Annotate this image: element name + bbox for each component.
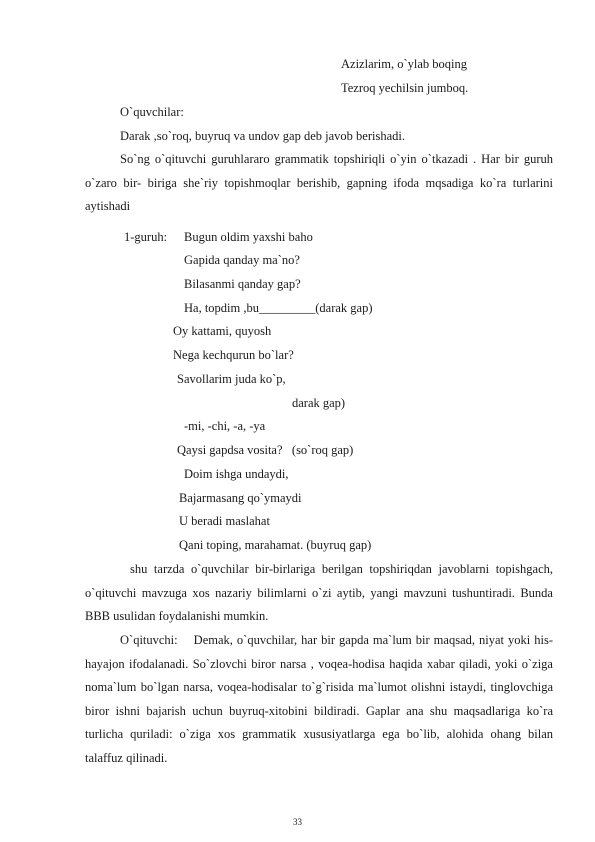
poem-line: Qani toping, marahamat. (buyruq gap) [179,538,372,552]
poem-line: Bugun oldim yaxshi baho [184,230,313,244]
students-label: O`quvchilar: [120,105,184,119]
poem-line: Gapida qanday ma`no? [184,253,300,267]
poem-line: U beradi maslahat [179,514,270,528]
poem-line: Doim ishga undaydi, [184,467,289,481]
poem-line: Bilasanmi qanday gap? [184,277,301,291]
poem-line: Savollarim juda ko`p, [177,372,286,386]
poem-line: -mi, -chi, -a, -ya [184,419,266,433]
poem-line: Oy kattami, quyosh [173,324,272,338]
poem-line: darak gap) [292,396,346,410]
epigraph-line-2: Tezroq yechilsin jumboq. [341,81,469,95]
epigraph-line-1: Azizlarim, o`ylab boqing [341,57,468,71]
poem-line: Qaysi gapdsa vosita? (so`roq gap) [177,443,354,457]
teacher-paragraph: O`qituvchi: Demak, o`quvchilar, har bir gapda ma`lum bir maqsad, niyat yoki his-hayajon ifodalanadi. So`zlovchi biror narsa , voqea-hodisa haqida xabar qiladi, yoki o`ziga noma`lum bo`lgan narsa, voqea-hodisalar to`g`risida ma`lumot olishni istaydi, tinglovchiga biror ishni bajarish uchun buyruq-xitobini bildiradi. Gaplar ana shu maqsadlariga ko`ra turlicha quriladi: o`ziga xos grammatik xususiyatlarga ega bo`lib, alohida ohang bilan talaffuz qilinadi. [85,633,557,765]
poem-line: Bajarmasang qo`ymaydi [179,491,302,505]
students-answer: Darak ,so`roq, buyruq va undov gap deb javob berishadi. [120,129,405,143]
page-number: 33 [293,817,302,827]
group-label: 1-guruh: [124,230,168,244]
teacher-task-paragraph: So`ng o`qituvchi guruhlararo grammatik topshiriqli o`yin o`tkazadi . Har bir guruh o`zaro bir- biriga she`riy topishmoqlar berishib, gapning ifoda mqsadiga ko`ra turlarini aytishadi [85,152,553,213]
poem-line: Nega kechqurun bo`lar? [173,348,294,362]
poem-line: Ha, topdim ,bu_________(darak gap) [184,301,373,315]
summary-paragraph: shu tarzda o`quvchilar bir-birlariga berilgan topshiriqdan javoblarni topishgach, o`qituvchi mavzuga xos nazariy bilimlarni o`zi aytib, yangi mavzuni tushuntiradi. Bunda BBB usulidan foydalanishi mumkin. [85,562,553,623]
